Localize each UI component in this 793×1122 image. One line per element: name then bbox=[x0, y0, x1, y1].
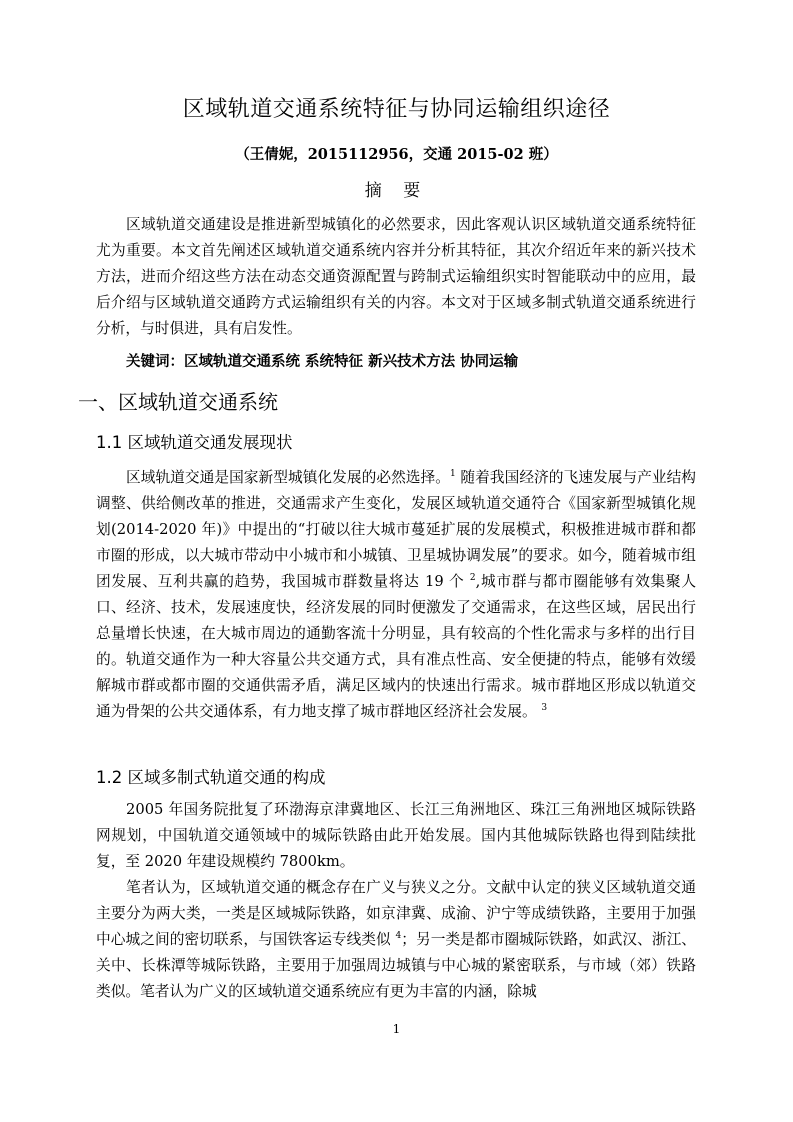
p1-text-b: 随着我国经济的飞速发展与产业结构调整、供给侧改革的推进，交通需求产生变化，发展区域轨道交通符合《国家新型城镇化规划(2014-2020 年)》中提出的“打破以往大城市蔓延扩展的发展模式，积极推进城市群和都市圈的形成，以大城市带动中小城市和小城镇、卫星城协调发展”的要求。如今，随着城市组团发展、互利共赢的趋势，我国城市群数量将达 19 个 bbox=[96, 469, 696, 590]
abstract-paragraph: 区域轨道交通建设是推进新型城镇化的必然要求，因此客观认识区域轨道交通系统特征尤为重要。本文首先阐述区域轨道交通系统内容并分析其特征，其次介绍近年来的新兴技术方法，进而介绍这些方法在动态交通资源配置与跨制式运输组织实时智能联动中的应用，最后介绍与区域轨道交通跨方式运输组织有关的内容。本文对于区域多制式轨道交通系统进行分析，与时俱进，具有启发性。 bbox=[96, 216, 696, 337]
document-title: 区域轨道交通系统特征与协同运输组织途径 bbox=[182, 97, 611, 122]
p3-text-a: 笔者认为，区域轨道交通的概念存在广义与狭义之分。文献中认定的狭义区域轨道交通主要分为两大类，一类是区域城际铁路，如京津冀、成渝、沪宁等成绩铁路，主要用于加强中心城之间的密切联系，与国铁客运专线类似 bbox=[96, 879, 696, 948]
section-heading-1-2: 1.2 区域多制式轨道交通的构成 bbox=[96, 768, 326, 787]
page-number: 1 bbox=[392, 1022, 401, 1036]
p1-text-c: ,城市群与都市圈能够有效集聚人口、经济、技术，发展速度快，经济发展的同时便激发了交通需求，在这些区域，居民出行总量增长快速，在大城市周边的通勤客流十分明显，具有较高的个性化需求与多样的出行目的。轨道交通作为一种大容量公共交通方式，具有准点性高、安全便捷的特点，能够有效缓解城市群或都市圈的交通供需矛盾，满足区域内的快速出行需求。城市群地区形成以轨道交通为骨架的公共交通体系，有力地支撑了城市群地区经济社会发展。 bbox=[96, 573, 697, 720]
footnote-ref-3[interactable]: 3 bbox=[541, 703, 548, 714]
footnote-ref-4[interactable]: 4 bbox=[395, 931, 402, 942]
section-heading-1: 一、区域轨道交通系统 bbox=[78, 390, 278, 414]
abstract-heading: 摘 要 bbox=[364, 181, 429, 201]
body-paragraph-1 bbox=[96, 465, 696, 725]
p1-text-a: 区域轨道交通是国家新型城镇化发展的必然选择。 bbox=[126, 469, 450, 486]
p3-text-b: ；另一类是都市圈城际铁路，如武汉、浙江、关中、长株潭等城际铁路，主要用于加强周边城镇与中心城的紧密联系，与市域（郊）铁路类似。笔者认为广义的区域轨道交通系统应有更为丰富的内涵，除城 bbox=[96, 931, 696, 1000]
section-heading-1-1: 1.1 区域轨道交通发展现状 bbox=[96, 433, 293, 452]
footnote-ref-2[interactable]: 2 bbox=[469, 573, 476, 584]
keywords-line: 关键词：区域轨道交通系统 系统特征 新兴技术方法 协同运输 bbox=[126, 354, 519, 370]
body-paragraph-3 bbox=[96, 875, 696, 1005]
author-line: （王倩妮，2015112956，交通 2015-02 班） bbox=[235, 146, 558, 163]
body-paragraph-2: 2005 年国务院批复了环渤海京津冀地区、长江三角洲地区、珠江三角洲地区城际铁路网规划，中国轨道交通领域中的城际铁路由此开始发展。国内其他城际铁路也得到陆续批复，至 2020 年建设规模约 7800km。 bbox=[96, 801, 696, 870]
footnote-ref-1[interactable]: 1 bbox=[449, 469, 456, 480]
